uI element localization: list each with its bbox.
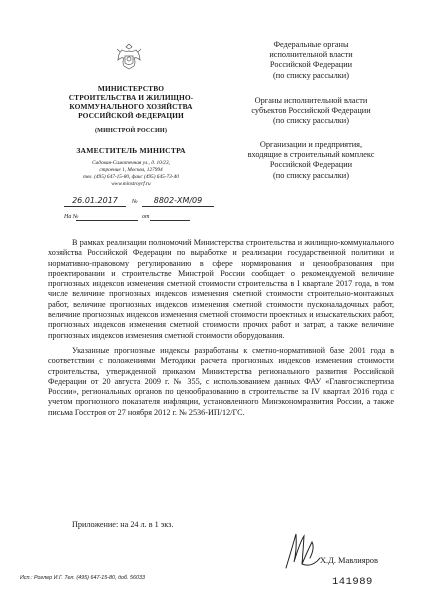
ministry-line: КОММУНАЛЬНОГО ХОЗЯЙСТВА: [69, 102, 193, 111]
addressee-line: (по списку рассылки): [273, 116, 349, 126]
reference-number-blank: [76, 220, 138, 221]
addressee-organizations: [232, 140, 390, 181]
addressee-line: Российской Федерации: [269, 160, 353, 170]
ministry-line: МИНИСТЕРСТВО: [97, 84, 165, 93]
addressee-regional-bodies: [232, 96, 390, 127]
addressee-line: Органы исполнительной власти: [254, 96, 368, 105]
ministry-name: [48, 84, 214, 135]
deputy-minister-title: ЗАМЕСТИТЕЛЬ МИНИСТРА: [76, 146, 186, 155]
ministry-line: СТРОИТЕЛЬСТВА И ЖИЛИЩНО-: [68, 93, 194, 102]
registration-date: 26.01.2017: [64, 196, 126, 207]
registration-line: [64, 196, 214, 208]
handwritten-signature: [282, 528, 322, 574]
executor-contact: Исп.: Роглер И.Г. Тел. (495) 647-15-80, доб. 56033: [20, 575, 146, 581]
ministry-address: [48, 160, 214, 188]
addressee-line: (по списку рассылки): [273, 170, 349, 180]
registration-number: 8802-ХМ/09: [142, 196, 214, 207]
ministry-line: РОССИЙСКОЙ ФЕДЕРАЦИИ: [78, 111, 184, 120]
body-paragraph: В рамках реализации полномочий Министерства строительства и жилищно-коммунального хозяйства Российской Федерации по выработке и реализации государственной политики и нормативно-правовому регулированию в сфере нормирования и ценообразования при проектировании и строительстве Минстрой России сообщает о рекомендуемой величине прогнозных индексов изменения сметной стоимости строительства в I квартале 2017 года, в том числе величине прогнозных индексов изменения сметной стоимости строительно-монтажных работ, величине прогнозных индексов изменения сметной стоимости пусконаладочных работ, величине прогнозных индексов изменения сметной стоимости проектных и изыскательских работ, прогнозных индексов изменения сметной стоимости прочих работ и затрат, а также величине прогнозных индексов изменения сметной стоимости оборудования.: [48, 238, 394, 340]
address-line: строение 1, Москва, 127994: [99, 167, 163, 173]
addressee-federal-bodies: [232, 40, 390, 81]
registration-number-label: №: [132, 199, 138, 205]
addressee-line: Организации и предприятия,: [259, 140, 363, 149]
addressee-line: Российской Федерации: [269, 60, 353, 70]
reference-label: На №: [64, 214, 79, 220]
addressee-line: (по списку рассылки): [273, 70, 349, 80]
address-line: Садовая-Самотечная ул., д. 10/23,: [92, 160, 170, 166]
signer-name: Х.Д. Мавлияров: [320, 556, 378, 565]
reference-from-label: от: [142, 214, 150, 220]
letter-body: [48, 238, 394, 423]
reference-date-blank: [150, 220, 190, 221]
ministry-short-name: (МИНСТРОЙ РОССИИ): [95, 127, 167, 134]
address-line: тел. (495) 647-15-80, факс (495) 645-73-40: [83, 174, 179, 180]
addressee-line: субъектов Российской Федерации: [251, 106, 371, 116]
coat-of-arms-emblem: [112, 40, 146, 74]
reference-line: [64, 214, 214, 224]
body-paragraph: Указанные прогнозные индексы разработаны к сметно-нормативной базе 2001 года в соответствии с положениями Методики расчета прогнозных индексов изменения стоимости строительства, утвержденной приказом Министерства регионального развития Российской Федерации от 20 августа 2009 г. № 355, с использованием данных ФАУ «Главгосэкспертиза России», региональных органов по ценообразованию в строительстве за IV квартал 2016 года с учетом прогнозного показателя инфляции, установленного Минэкономразвития России, а также письма Госстроя от 27 ноября 2012 г. № 2536-ИП/12/ГС.: [48, 345, 394, 417]
addressee-line: входящие в строительный комплекс: [247, 150, 375, 160]
attachment-note: Приложение: на 24 л. в 1 экз.: [72, 520, 174, 529]
address-line: www.minstroyrf.ru: [111, 181, 151, 187]
addressee-line: Федеральные органы: [273, 40, 349, 49]
incoming-stamp-number: 141989: [332, 576, 373, 588]
addressee-line: исполнительной власти: [269, 50, 353, 60]
